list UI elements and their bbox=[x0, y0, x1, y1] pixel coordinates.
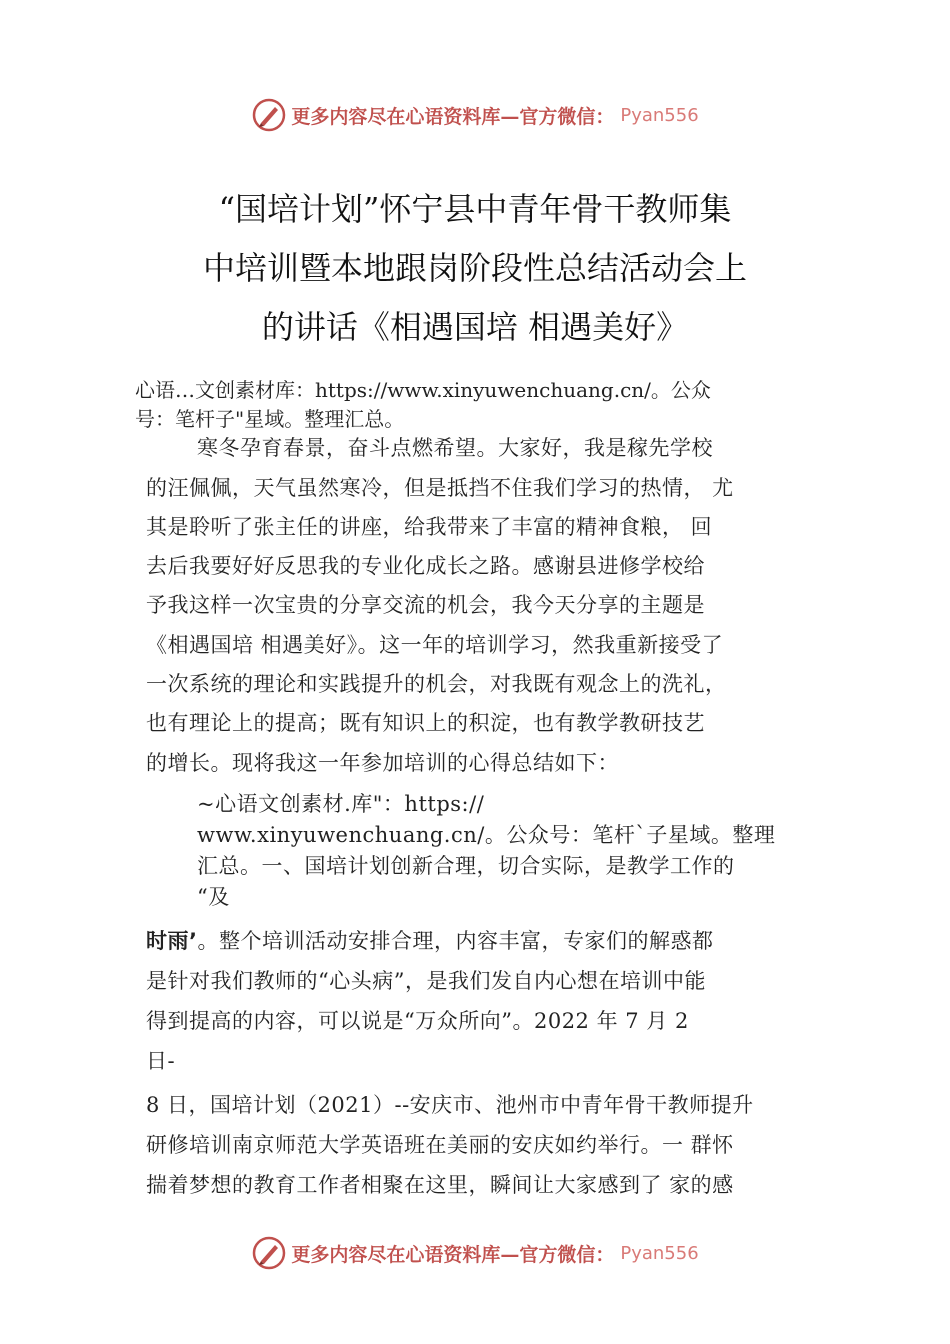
indented-line: 汇总。一、国培计划创新合理，切合实际，是教学工作的 bbox=[197, 854, 735, 878]
body-line: 予我这样一次宝贵的分享交流的机会，我今天分享的主题是 bbox=[146, 593, 705, 617]
body-line: 《相遇国培 相遇美好》。这一年的培训学习，然我重新接受了 bbox=[146, 633, 724, 657]
title-line: “国培计划”怀宁县中青年骨干教师集 bbox=[218, 190, 732, 228]
body-line: 的增长。现将我这一年参加培训的心得总结如下： bbox=[146, 751, 619, 775]
body-line: 8 日，国培计划（2021）--安庆市、池州市中青年骨干教师提升 bbox=[146, 1093, 754, 1117]
pen-logo-icon bbox=[251, 97, 287, 133]
banner-wechat-id: Pyan556 bbox=[620, 104, 699, 126]
body-line: 得到提高的内容，可以说是“万众所向”。2022 年 7 月 2 bbox=[146, 1009, 689, 1033]
pen-logo-icon bbox=[251, 1235, 287, 1271]
body-line: 日- bbox=[146, 1049, 176, 1073]
body-fragment: 。整个培训活动安排合理，内容丰富，专家们的解惑都 bbox=[197, 929, 714, 953]
footer-banner bbox=[0, 1233, 950, 1273]
banner-text: 更多内容尽在心语资料库—官方微信： bbox=[291, 105, 615, 128]
header-banner bbox=[0, 95, 950, 135]
banner-wechat-id: Pyan556 bbox=[620, 1242, 699, 1264]
title-line: 中培训暨本地跟岗阶段性总结活动会上 bbox=[202, 249, 747, 287]
indented-line: “及 bbox=[197, 885, 230, 909]
body-line: 去后我要好好反思我的专业化成长之路。感谢县进修学校给 bbox=[146, 554, 705, 578]
body-line: 也有理论上的提高；既有知识上的积淀，也有教学教研技艺 bbox=[146, 711, 705, 735]
body-line: 一次系统的理论和实践提升的机会，对我既有观念上的洗礼， bbox=[146, 672, 727, 696]
body-line bbox=[146, 925, 713, 955]
body-line: 的汪佩佩，天气虽然寒冷，但是抵挡不住我们学习的热情， 尤 bbox=[146, 476, 734, 500]
body-line: 寒冬孕育春景，奋斗点燃希望。大家好，我是稼先学校 bbox=[197, 436, 713, 460]
title-line: 的讲话《相遇国培 相遇美好》 bbox=[261, 308, 689, 346]
source-line: 心语…文创素材库：https://www.xinyuwenchuang.cn/。公众 bbox=[135, 378, 711, 402]
body-line: 研修培训南京师范大学英语班在美丽的安庆如约举行。一 群怀 bbox=[146, 1133, 734, 1157]
body-line: 其是聆听了张主任的讲座，给我带来了丰富的精神食粮， 回 bbox=[146, 515, 713, 539]
body-line: 揣着梦想的教育工作者相聚在这里，瞬间让大家感到了 家的感 bbox=[146, 1173, 734, 1197]
body-line: 是针对我们教师的“心头病”，是我们发自内心想在培训中能 bbox=[146, 969, 706, 993]
document-title bbox=[0, 180, 950, 357]
banner-text: 更多内容尽在心语资料库—官方微信： bbox=[291, 1243, 615, 1266]
indented-line: ~心语文创素材.库"：https:// bbox=[197, 792, 485, 816]
source-line: 号：笔杆子"星域。整理汇总。 bbox=[135, 407, 405, 431]
indented-line: www.xinyuwenchuang.cn/。公众号：笔杆`子星域。整理 bbox=[197, 823, 776, 847]
bold-fragment: 时雨’ bbox=[146, 929, 198, 953]
